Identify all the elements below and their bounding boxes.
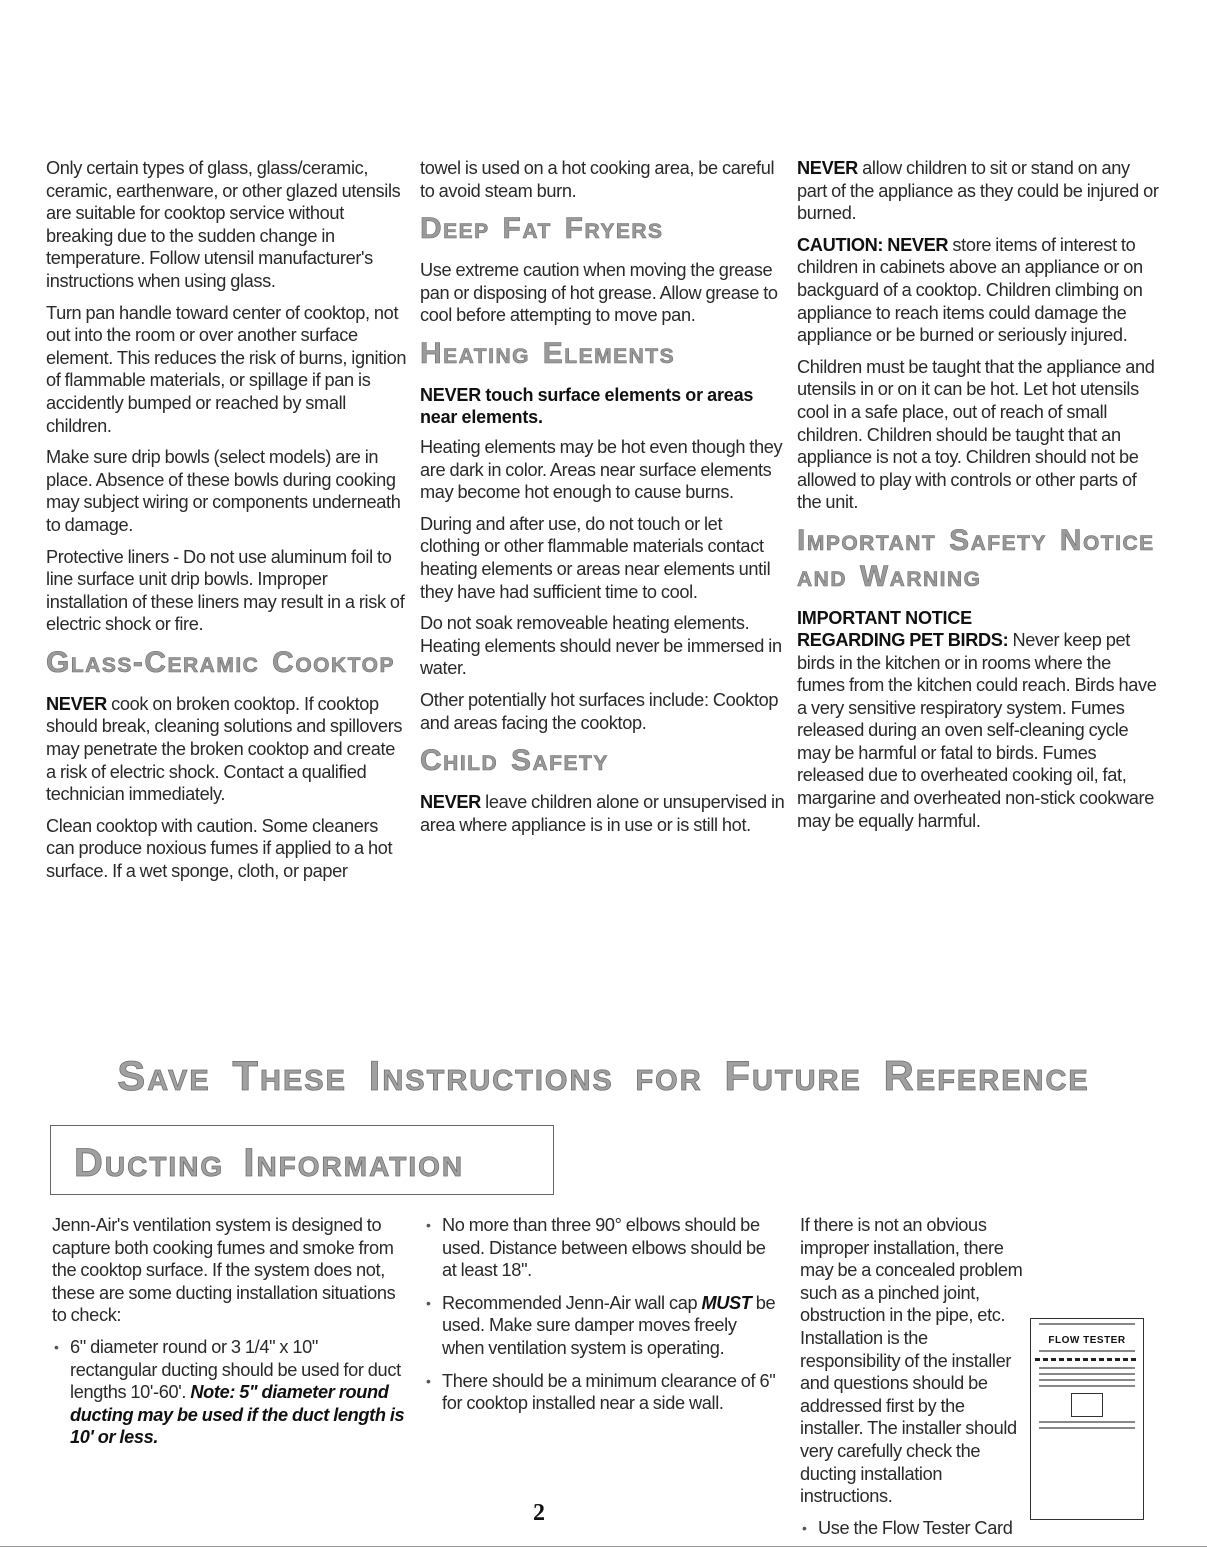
card-rule — [1039, 1367, 1135, 1369]
heating-elements-heading: Heating Elements — [420, 336, 676, 370]
safety-column-1 — [46, 157, 408, 892]
card-rule — [1039, 1385, 1135, 1387]
protective-liners-paragraph: Protective liners - Do not use aluminum foil to line surface unit drip bowls. Improper installation of these liners may result in a risk of electric shock or fire. — [46, 546, 405, 635]
card-cut-line — [1035, 1358, 1139, 1361]
card-rule — [1039, 1323, 1135, 1325]
ducting-checklist-1 — [52, 1336, 407, 1449]
ducting-column-1 — [52, 1214, 407, 1459]
children-alone-paragraph: NEVER leave children alone or unsupervised in area where appliance is in use or is still hot. — [420, 792, 785, 835]
list-item: • No more than three 90° elbows should be used. Distance between elbows should be at least 18". — [424, 1214, 776, 1282]
flow-tester-card-image — [1030, 1318, 1144, 1520]
after-use-paragraph: During and after use, do not touch or let clothing or other flammable materials contact heating elements or areas near elements until they have had sufficient time to cool. — [420, 513, 771, 602]
list-item: • Use the Flow Tester Card — [800, 1517, 1145, 1540]
ducting-column-2 — [424, 1214, 776, 1425]
hot-surfaces-paragraph: Other potentially hot surfaces include: Cooktop and areas facing the cooktop. — [420, 689, 779, 733]
card-rule — [1039, 1350, 1135, 1352]
caution-cabinets-paragraph: CAUTION: NEVER store items of interest to children in cabinets above an appliance or on backguard of a cooktop. Children climbing on appliance to reach items could damage the appliance or be burned or seriously injured. — [797, 234, 1143, 346]
list-item: • 6" diameter round or 3 1/4" x 10" rectangular ducting should be used for duct lengths 10'-60'. Note: 5" diameter round ducting may be used if the duct length is 10' or less. — [52, 1336, 407, 1449]
sit-stand-paragraph: NEVER allow children to sit or stand on any part of the appliance as they could be injured or burned. — [797, 158, 1159, 224]
heating-elements-warning: NEVER touch surface elements or areas near elements. — [420, 384, 754, 427]
pet-birds-paragraph: REGARDING PET BIRDS: Never keep pet birds in the kitchen or in rooms where the fumes from the kitchen could reach. Birds have a very sensitive respiratory system. Fumes released during an oven self-cleaning cycle may be harmful or fatal to birds. Fumes released due to overheated cooking oil, fat, margarine and overheated non-stick cookware may be equally harmful. — [797, 629, 1157, 831]
grease-pan-paragraph: Use extreme caution when moving the grease pan or disposing of hot grease. Allow grease to cool before attempting to move pan. — [420, 260, 778, 326]
pan-handle-paragraph: Turn pan handle toward center of cooktop, not out into the room or over another surface element. This reduces the risk of burns, ignition of flammable materials, or spillage if pan is accidently bumped or reached by small children. — [46, 302, 407, 436]
ventilation-intro-paragraph: Jenn-Air's ventilation system is designed to capture both cooking fumes and smoke from the cooktop surface. If the system does not, these are some ducting installation situations to check: — [52, 1215, 396, 1326]
child-safety-heading: Child Safety — [420, 744, 609, 778]
ducting-checklist-2 — [424, 1214, 776, 1415]
bottom-divider — [0, 1546, 1207, 1547]
hot-elements-paragraph: Heating elements may be hot even though they are dark in color. Areas near surface elements may become hot enough to cause burns. — [420, 436, 783, 503]
steam-burn-paragraph: towel is used on a hot cooking area, be careful to avoid steam burn. — [420, 158, 775, 201]
list-item: • There should be a minimum clearance of 6" for cooktop installed near a side wall. — [424, 1370, 776, 1415]
drip-bowls-paragraph: Make sure drip bowls (select models) are in place. Absence of these bowls during cooking may subject wiring or components underneath to damage. — [46, 447, 401, 535]
safety-column-3 — [797, 157, 1159, 841]
ducting-information-heading: Ducting Information — [74, 1141, 465, 1185]
glass-ceramic-cooktop-heading: Glass-Ceramic Cooktop — [46, 645, 395, 679]
flow-tester-label: FLOW TESTER — [1048, 1335, 1126, 1346]
important-safety-notice-heading: Important Safety Notice and Warning — [797, 523, 1155, 593]
card-rule — [1039, 1427, 1135, 1429]
page-number: 2 — [533, 1500, 545, 1526]
card-diagram — [1071, 1393, 1103, 1417]
glass-utensils-paragraph: Only certain types of glass, glass/ceramic, ceramic, earthenware, or other glazed utensils are suitable for cooktop service without breaking due to the sudden change in temperature. Follow utensil manufacturer's instructions when using glass. — [46, 158, 401, 291]
list-item: • Recommended Jenn-Air wall cap MUST be used. Make sure damper moves freely when ventilation system is operating. — [424, 1292, 776, 1360]
children-taught-paragraph: Children must be taught that the appliance and utensils in or on it can be hot. Let hot utensils cool in a safe place, out of reach of small children. Children should be taught that an appliance is not a toy. Children should not be allowed to play with controls or other parts of the unit. — [797, 356, 1155, 513]
card-rule — [1039, 1421, 1135, 1423]
card-rule — [1039, 1373, 1135, 1375]
broken-cooktop-paragraph: NEVER cook on broken cooktop. If cooktop should break, cleaning solutions and spillovers may penetrate the broken cooktop and create a risk of electric shock. Contact a qualified technician immediately. — [46, 693, 403, 805]
ducting-checklist-3 — [800, 1517, 1145, 1540]
concealed-problem-paragraph: If there is not an obvious improper installation, there may be a concealed problem such as a pinched joint, obstruction in the pipe, etc. Installation is the responsibility of the installer and questions should be addressed first by the installer. The installer should very carefully check the ducting installation instructions. — [800, 1215, 1023, 1507]
card-rule — [1039, 1379, 1135, 1381]
important-notice-subheading: IMPORTANT NOTICE — [797, 607, 972, 628]
safety-column-2 — [420, 157, 785, 845]
clean-cooktop-paragraph: Clean cooktop with caution. Some cleaners can produce noxious fumes if applied to a hot surface. If a wet sponge, cloth, or paper — [46, 815, 393, 882]
soak-elements-paragraph: Do not soak removeable heating elements. Heating elements should never be immersed in water. — [420, 613, 782, 679]
save-instructions-banner: Save These Instructions for Future Reference — [117, 1052, 1090, 1099]
deep-fat-fryers-heading: Deep Fat Fryers — [420, 212, 664, 246]
